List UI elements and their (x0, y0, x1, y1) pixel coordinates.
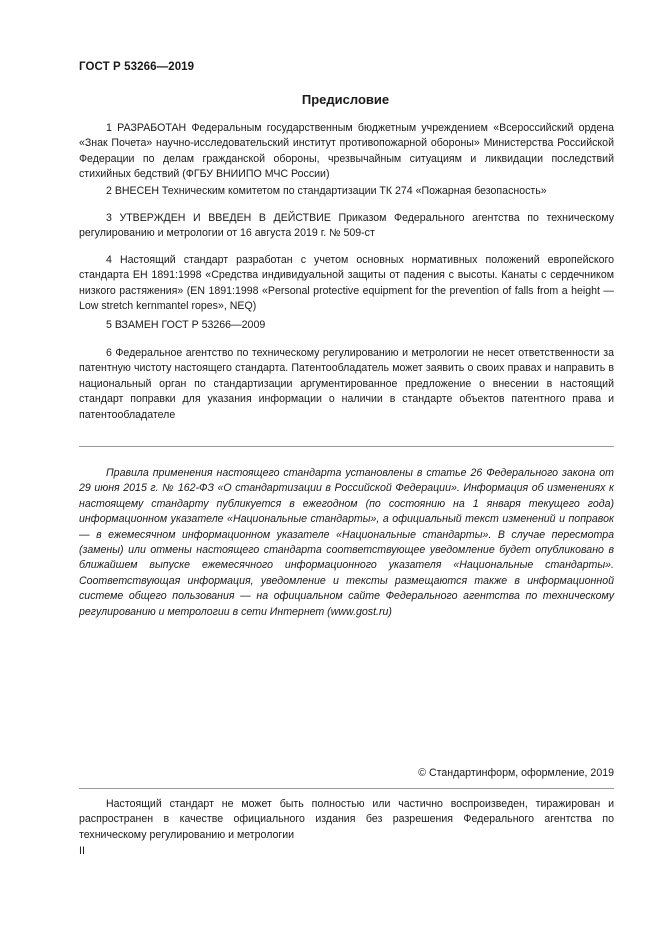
page-title (0, 92, 661, 107)
foreword-item-3: 3 УТВЕРЖДЕН И ВВЕДЕН В ДЕЙСТВИЕ Приказом Федерального агентства по техническому регулированию и метрологии от 16 августа 2019 г. № 509-ст (79, 212, 614, 240)
foreword-item-2: 2 ВНЕСЕН Техническим комитетом по стандартизации ТК 274 «Пожарная безопасность» (106, 185, 547, 197)
foreword-item-5: 5 ВЗАМЕН ГОСТ Р 53266—2009 (106, 319, 266, 331)
reproduction-notice: Настоящий стандарт не может быть полностью или частично воспроизведен, тиражирован и распространен в качестве официального издания без разрешения Федерального агентства по техническому регулированию и метрологии (79, 798, 614, 841)
page-title-text: Предисловие (301, 92, 390, 107)
copyright-line: © Стандартинформ, оформление, 2019 (418, 767, 614, 779)
divider-bottom (79, 788, 614, 789)
divider (79, 446, 614, 447)
foreword-item-1: 1 РАЗРАБОТАН Федеральным государственным бюджетным учреждением «Всероссийский ордена «Знак Почета» научно-исследовательский институт противопожарной обороны» Министерства Российской Федерации по делам гражданской обороны, чрезвычайным ситуациям и ликвидации последствий стихийных бедствий (ФГБУ ВНИИПО МЧС России) (79, 122, 614, 181)
foreword-item-6: 6 Федеральное агентство по техническому регулированию и метрологии не несет ответственности за патентную чистоту настоящего стандарта. Патентообладатель может заявить о своих правах и направить в национальный орган по стандартизации аргументированное предложение о внесении в настоящий стандарт поправки для указания информации о наличии в стандарте объектов патентного права и патентообладателе (79, 347, 614, 421)
page-number: II (79, 845, 85, 857)
application-notice: Правила применения настоящего стандарта установлены в статье 26 Федерального закона от 29 июня 2015 г. № 162-ФЗ «О стандартизации в Российской Федерации». Информация об изменениях к настоящему стандарту публикуется в ежегодном (по состоянию на 1 января текущего года) информационном указателе «Национальные стандарты», а официальный текст изменений и поправок — в ежемесячном информационном указателе «Национальные стандарты». В случае пересмотра (замены) или отмены настоящего стандарта соответствующее уведомление будет опубликовано в ближайшем выпуске ежемесячного информационного указателя «Национальные стандарты». Соответствующая информация, уведомление и тексты размещаются также в информационной системе общего пользования — на официальном сайте Федерального агентства по техническому регулированию и метрологии в сети Интернет (www.gost.ru) (79, 467, 614, 618)
document-code: ГОСТ Р 53266—2019 (79, 61, 195, 73)
foreword-item-4: 4 Настоящий стандарт разработан с учетом основных нормативных положений европейского стандарта ЕН 1891:1998 «Средства индивидуальной защиты от падения с высоты. Канаты с сердечником низкого растяжения» (EN 1891:1998 «Personal protective equipment for the prevention of falls from a height — Low stretch kernmantel ropes», NEQ) (79, 254, 614, 313)
